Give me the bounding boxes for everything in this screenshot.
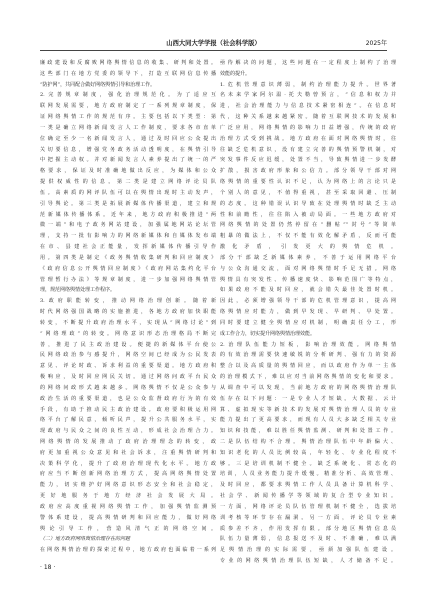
text-line: 联网发展需要，地方政府制定了一系列规章制度，保 <box>40 103 216 110</box>
text-line: 廉政建设和反腐败网络舆情信息的收集、研判和处置。 <box>40 60 216 66</box>
text-line: 如果政府不能及时回应，就会错失最佳处置时机。 <box>220 287 396 294</box>
text-line: 手段，有助于推动民主政治建设。政府要积极运用网 <box>40 406 216 413</box>
text-line: 能力提出了更高要求，而现有人员大多缺乏相关专业 <box>220 417 396 424</box>
text-line: 扩散，损害政府形象和公信力。部分领导干部对网 <box>220 168 396 175</box>
text-line: 伍存在以下问题：一是专业人才短缺。大数据、云计 <box>220 395 396 402</box>
text-line: 训考核等环节存在漏洞。另一方面，评论员专业素 <box>220 514 396 521</box>
text-line: 理，支持一批有影响力的网络新媒体和自媒体发布端 <box>40 233 216 240</box>
text-line: 及时回应，都要求舆情工作人员具备计算机科学、 <box>220 482 396 489</box>
text-line: 中把握主动权。并对新闻发言人素养提出了统一的严 <box>40 157 216 164</box>
text-line: 的网络问政形式越来越多。网络舆情不仅是公众参与 <box>40 384 216 391</box>
text-line: 的有效治理需要快速敏锐的分析研判、强有力的资源 <box>220 352 396 359</box>
text-line: 关切要信息，增强党务政务活动透明度，在舆情引导 <box>40 146 216 153</box>
text-line: 警体系建设，提高舆情研判和回应能力，做好网络 <box>40 514 216 521</box>
text-line: 个别人的意见，不值得重视，甚至采取回避、压制 <box>220 189 396 196</box>
text-line: 提供权威性的信息。第二类是建立网络评论员队 <box>40 179 216 186</box>
text-line: 络舆情的重要性认识不足，认为网络上的言论只是 <box>220 179 396 186</box>
text-line: 效能的提升。 <box>220 70 251 77</box>
text-line: 部分干部缺乏新媒体素养，不善于运用网络平台 <box>220 254 396 261</box>
text-line: 从调查中可以发现，当前地方政府的网络舆情治理队 <box>220 384 396 391</box>
text-line: 范新媒体传播体系。近年来，地方政府积极推进“两 <box>40 211 216 218</box>
text-line: 3.政府职能转变，推动网络治理创新。随着新 <box>40 298 216 305</box>
text-line: 广泛应用，网络舆情的影响力日益增强，传统的政府 <box>220 124 396 131</box>
text-line: 够。三是培训机制不健全。缺乏系统化、常态化的 <box>220 460 396 467</box>
text-line: 《政府信息公开舆情回应制度》《政府网站集约化平台 <box>40 265 216 272</box>
text-line: 知识和技能，难以胜任舆情监测、研判和处置工作。 <box>220 428 396 435</box>
text-line: 队伍力量薄弱，信息报送不及时、不准确，难以满 <box>220 536 396 543</box>
text-line: 决策科学化，提升了政府治理现代化水平。地方政 <box>40 460 216 467</box>
text-line: 网络舆情的发展推动了政府治理理念的转变，政 <box>40 438 216 445</box>
text-line: 的态度。这种错误认识导致在处理舆情时缺乏主动 <box>220 200 396 207</box>
text-line: 在网络舆情治理的探索过程中，地方政府也面临着一系列 <box>40 547 216 554</box>
text-line: 微一端”和电子政务网站建设，加强属地网站论坛管 <box>40 222 216 229</box>
right-column <box>220 58 396 567</box>
year-label: 2025年 <box>365 40 387 47</box>
text-line: 质参差不齐，作用发挥有限。部分地区舆情信息员 <box>220 525 396 532</box>
text-line: 2.治理队伍能力短板，影响治理效能。网络舆情 <box>220 341 396 348</box>
text-line: 络平台了解民意，倾听民声，提升公共服务水平，实 <box>40 417 216 424</box>
text-line: 民网络政治参与感提升，网络空间已经成为公民发表 <box>40 352 216 359</box>
text-line: 现政府与民众之间的良性互动，形成社会治理合力。 <box>40 428 216 435</box>
text-line: 因此，必须增强领导干部的危机管理意识，提高网 <box>220 298 396 305</box>
text-line: 培训，人员业务能力提升缓慢。精准分析、高效管理、 <box>220 471 396 478</box>
text-line: 这些部门在地方党委的领导下，打造互联网信息传播 <box>40 70 216 77</box>
text-line: 整合以及高质量的舆情回应，而以政府作为单一主体 <box>220 363 396 370</box>
text-line: 专业的网络舆情治理队伍短缺，人才储备不足。 <box>220 558 396 565</box>
text-line: 舆情具有突发性、传播速度快、影响范围广等特点， <box>220 276 396 283</box>
left-column <box>40 58 216 556</box>
text-line: 粗暴的做法上，不仅不能有效化解矛盾，反而可能 <box>220 233 396 240</box>
page-number: · 18 · <box>40 564 56 571</box>
text-line: 府应当不断创新网络治理方式，提高网络舆情处置 <box>40 471 216 478</box>
section-heading: （二）地方政府网络舆情治理存在的问题 <box>40 536 131 543</box>
text-line: 一方面，网络评论员队伍管理机制不健全，选拔培 <box>220 503 396 510</box>
text-line: 成工作合力，切实提升网络舆情治理效能。 <box>220 330 316 337</box>
text-line: 引导舆论。第三类是拓展新媒体传播渠道，建立和规 <box>40 200 216 207</box>
text-line: 格要求，保证及时准确地做出反应，为媒体和公众 <box>40 168 216 175</box>
text-line: 知识老化的人员比例较高，年轻化、专业化程度不 <box>220 449 396 456</box>
text-line: 能力，切实维护好网络意识形态安全和社会稳定， <box>40 482 216 489</box>
text-line: 管理暂行办法》等规章制度，进一步加强网络舆情管 <box>40 276 216 283</box>
text-line: 名未来学家阿尔温·托夫勒曾预言，“信息和权力并 <box>220 92 396 99</box>
text-line: 同时要建立健全舆情应对机制，明确责任分工，形 <box>220 319 396 326</box>
text-line: 激化矛盾，引发更大的舆情危机。 <box>220 244 396 251</box>
text-line: 络舆情应对能力，做到早发现、早研判、早处置。 <box>220 309 396 316</box>
text-line: 转变，不断提升政府治理水平，实现从“网络讨论”到 <box>40 319 216 326</box>
text-line: 政府应高度重视网络舆情工作，加强舆情监测预 <box>40 503 216 510</box>
text-line: 性和前瞻性，往往陷入被动局面。一些地方政府对 <box>220 211 396 218</box>
running-header <box>40 40 387 51</box>
text-line: 一类是确立网络新闻发言人工作制度，要求各市直单 <box>40 124 216 131</box>
text-line: 时代网络强国战略的实施推进，各地方政府加快职能 <box>40 309 216 316</box>
text-line: 意见、评论时政、诉求利益的重要渠道。地方政府积 <box>40 363 216 370</box>
text-line: 的治理模式下，难以应对当前网络舆情的变化和要求。 <box>220 374 396 381</box>
text-line: 足舆情治理的实际需要，亟须加强队伍建设。 <box>220 547 396 554</box>
text-line: 代，这种关系越来越紧密。随着互联网技术的发展和 <box>220 114 396 121</box>
text-line: 政治生活的重要渠道，也是公众监督政府行为的有效 <box>40 395 216 402</box>
text-line: 社会学、新闻传播学等领域的复合型专业知识。 <box>220 493 396 500</box>
text-line: 1.危机管理意识薄弱，制约治理能力提升。世界著 <box>220 81 396 88</box>
text-line: 位确定至少一名新闻发言人，通过及时回应公众提出 <box>40 135 216 142</box>
text-line: 二是队伍结构不合理。舆情治理队伍中年龄偏大、 <box>220 438 396 445</box>
text-line: 更好地服务于地方经济社会发展大局。 <box>40 493 216 500</box>
text-line: 极响应，及时回应网民关切。通过网络问政平台民众 <box>40 374 216 381</box>
text-line: 进，社会治理能力与信息技术紧密相连”。在信息时 <box>220 103 396 110</box>
text-line: 突发事件反应迟缓，处置不当，导致舆情进一步发酵 <box>220 157 396 164</box>
text-line: “防护网”，共同配合做好网络舆情引导和治理工作。 <box>40 81 156 88</box>
text-line: 伍。高素质的网评队伍可以在舆情出现时主动发声， <box>40 189 216 196</box>
text-line: 理，规范网络舆情处理工作程序。 <box>40 287 116 294</box>
journal-title: 山西大同大学学报（社会科学版） <box>166 40 261 47</box>
text-line: 亟待解决的问题，这些问题在一定程度上制约了治理 <box>220 60 396 66</box>
text-line: 与公众沟通交流，面对网络舆情时手足无措。网络 <box>220 265 396 272</box>
text-line: 网络舆情的处置仍然停留在“删帖”“封号”等简单 <box>220 222 396 229</box>
text-line: 治理方式受到挑战。地方政府在面对网络舆情时，往 <box>220 135 396 142</box>
text-line: 在市、县建社会正能量，发挥新媒体传播引导作 <box>40 244 216 251</box>
text-line: 府更加重视公众意见和社会诉求，注重舆情研判和 <box>40 449 216 456</box>
text-line: 善，推进了民主政治建设。便捷的新媒体平台使公 <box>40 341 216 348</box>
text-line: 往缺乏危机意识，没有建立完善的舆情预警机制，对 <box>220 146 396 153</box>
text-line: 用。第四类是制定《政务舆情收集研判和回应制度》 <box>40 254 216 261</box>
text-line: 舆论引导工作，营造风清气正的网络空间。 <box>40 525 216 532</box>
text-line: “网络理政”的转变。网络意识形态治理格局不断完 <box>40 330 216 337</box>
text-line: 算、虚拟现实等新技术的发展对舆情治理人员的专业 <box>220 406 396 413</box>
text-line: 2.完善规章制度，强化治理规范化。为了适应互 <box>40 92 216 99</box>
text-line: 证网络舆情工作的规范有序。主要包括以下类型：第 <box>40 114 216 121</box>
